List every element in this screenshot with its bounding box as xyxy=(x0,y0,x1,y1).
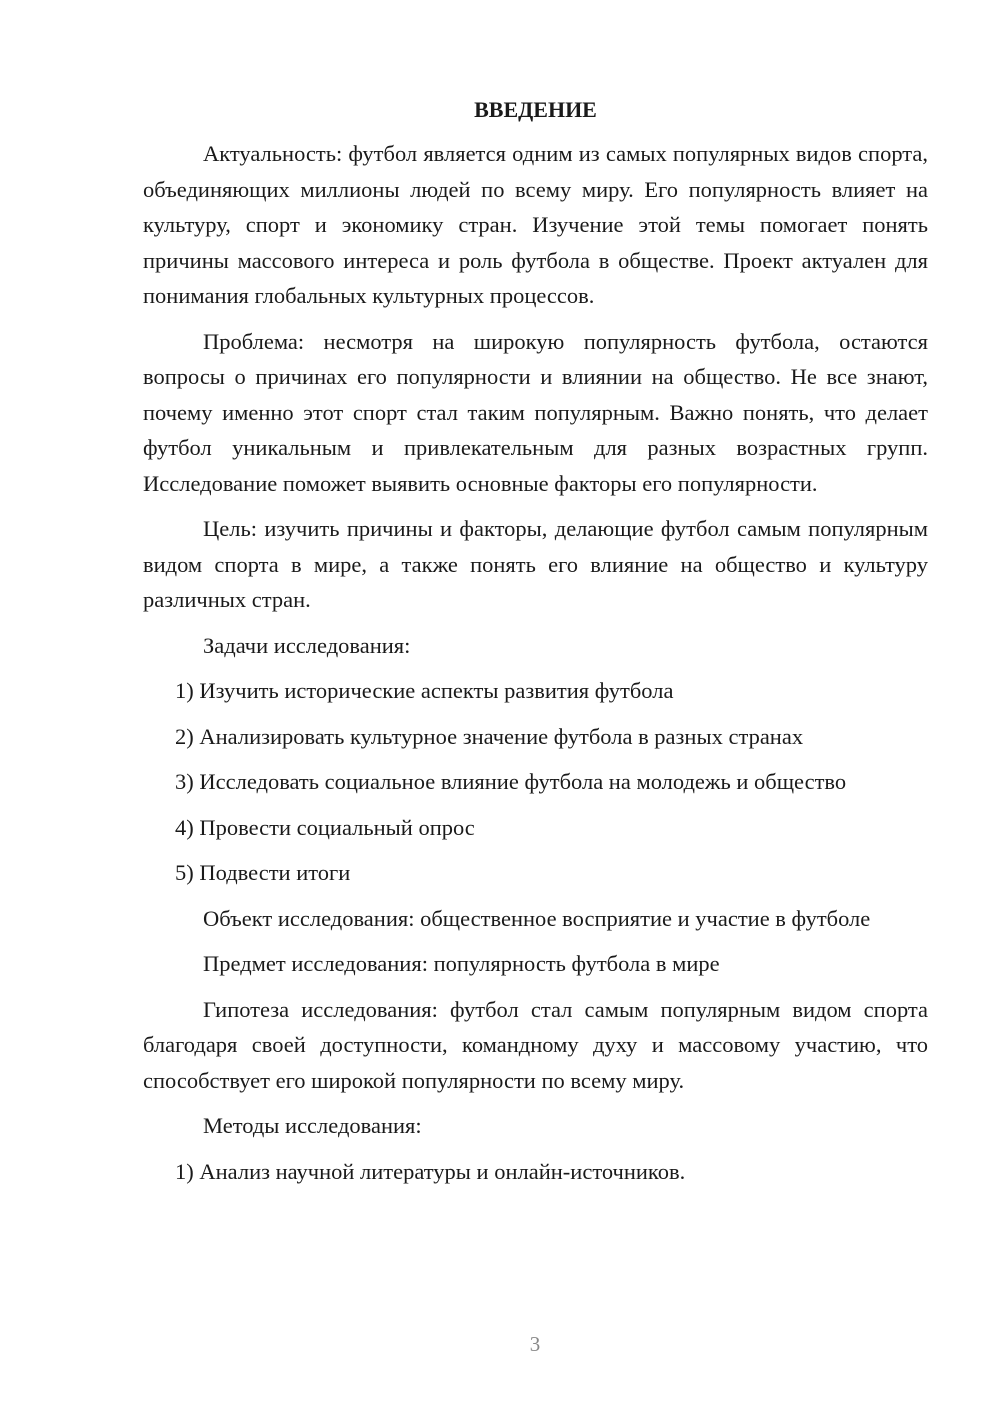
goal-paragraph: Цель: изучить причины и факторы, делающие футбол самым популярным видом спорта в мире, а также понять его влияние на общество и культуру различных стран. xyxy=(143,516,928,612)
tasks-list xyxy=(143,673,928,891)
list-item: 2) Анализировать культурное значение футбола в разных странах xyxy=(175,723,804,749)
list-item: 1) Анализ научной литературы и онлайн-источников. xyxy=(175,1158,686,1184)
list-item: 4) Провести социальный опрос xyxy=(175,814,475,840)
relevance-paragraph: Актуальность: футбол является одним из самых популярных видов спорта, объединяющих миллионы людей по всему миру. Его популярность влияет на культуру, спорт и экономику стран. Изучение этой темы помогает понять причины массового интереса и роль футбола в обществе. Проект актуален для понимания глобальных культурных процессов. xyxy=(143,141,928,308)
problem-paragraph: Проблема: несмотря на широкую популярность футбола, остаются вопросы о причинах его популярности и влиянии на общество. Не все знают, почему именно этот спорт стал таким популярным. Важно понять, что делает футбол уникальным и привлекательным для разных возрастных групп. Исследование поможет выявить основные факторы его популярности. xyxy=(143,328,928,496)
subject-paragraph: Предмет исследования: популярность футбола в мире xyxy=(203,951,720,976)
list-item: 5) Подвести итоги xyxy=(175,860,351,885)
methods-heading: Методы исследования: xyxy=(203,1113,422,1138)
section-title: ВВЕДЕНИЕ xyxy=(474,97,597,122)
list-item: 3) Исследовать социальное влияние футбола на молодежь и общество xyxy=(175,769,847,794)
list-item: 1) Изучить исторические аспекты развития футбола xyxy=(175,678,674,703)
methods-list xyxy=(143,1154,928,1190)
object-paragraph: Объект исследования: общественное восприятие и участие в футболе xyxy=(203,905,871,931)
hypothesis-paragraph: Гипотеза исследования: футбол стал самым популярным видом спорта благодаря своей доступности, командному духу и массовому участию, что способствует его широкой популярности по всему миру. xyxy=(143,996,928,1093)
tasks-heading: Задачи исследования: xyxy=(203,632,411,658)
page-number: 3 xyxy=(529,1332,541,1356)
document-page xyxy=(143,92,928,1199)
